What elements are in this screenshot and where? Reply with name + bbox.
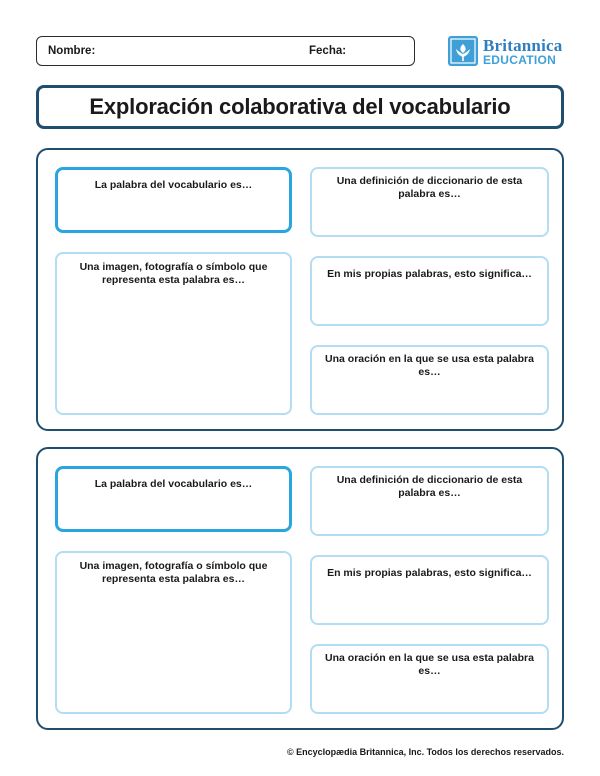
image-box[interactable]: Una imagen, fotografía o símbolo que representa esta palabra es… bbox=[55, 551, 292, 714]
name-date-bar bbox=[36, 36, 415, 66]
name-label: Nombre: bbox=[48, 45, 96, 57]
date-label: Fecha: bbox=[309, 45, 347, 57]
page-title: Exploración colaborativa del vocabulario bbox=[89, 94, 511, 119]
example-sentence-box[interactable]: Una oración en la que se usa esta palabra es… bbox=[310, 644, 549, 714]
dictionary-definition-box[interactable]: Una definición de diccionario de esta palabra es… bbox=[310, 466, 549, 536]
example-sentence-box[interactable]: Una oración en la que se usa esta palabra es… bbox=[310, 345, 549, 415]
vocabulary-panel-1 bbox=[36, 148, 564, 431]
britannica-thistle-icon bbox=[448, 36, 478, 66]
image-box[interactable]: Una imagen, fotografía o símbolo que representa esta palabra es… bbox=[55, 252, 292, 415]
own-words-box[interactable]: En mis propias palabras, esto significa… bbox=[310, 256, 549, 326]
logo-name: Britannica bbox=[483, 36, 563, 55]
vocabulary-word-box[interactable]: La palabra del vocabulario es… bbox=[55, 167, 292, 233]
page-title-box bbox=[36, 85, 564, 129]
vocabulary-word-box[interactable]: La palabra del vocabulario es… bbox=[55, 466, 292, 532]
own-words-box[interactable]: En mis propias palabras, esto significa… bbox=[310, 555, 549, 625]
britannica-logo bbox=[448, 36, 568, 68]
vocabulary-panel-2 bbox=[36, 447, 564, 730]
logo-subtitle: EDUCATION bbox=[483, 53, 557, 67]
copyright-footer: © Encyclopædia Britannica, Inc. Todos los derechos reservados. bbox=[286, 747, 564, 757]
dictionary-definition-box[interactable]: Una definición de diccionario de esta palabra es… bbox=[310, 167, 549, 237]
